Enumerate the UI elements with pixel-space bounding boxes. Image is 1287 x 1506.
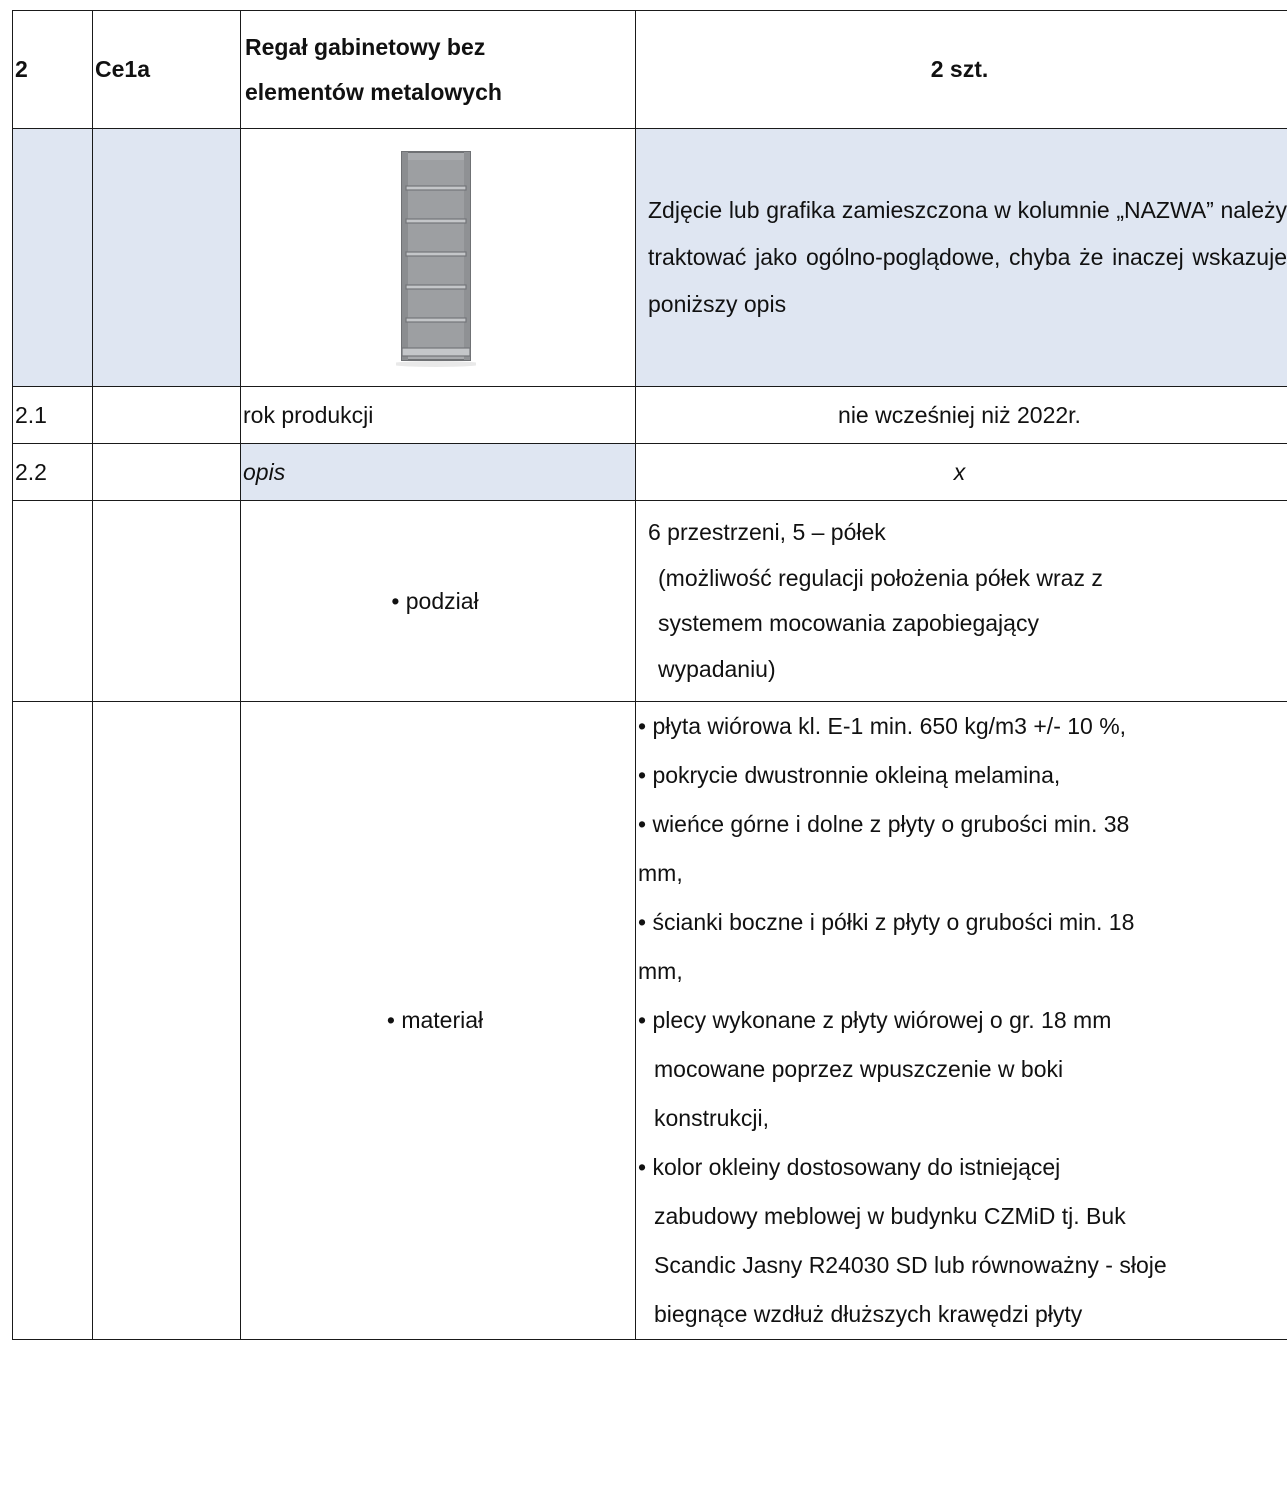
row-lp: 2.2 bbox=[13, 444, 93, 501]
material-line: konstrukcji, bbox=[654, 1105, 770, 1131]
material-line: • ścianki boczne i półki z płyty o grubości min. 18 bbox=[638, 909, 1135, 935]
material-line: • płyta wiórowa kl. E-1 min. 650 kg/m3 +/- 10 %, bbox=[638, 713, 1127, 739]
material-line: zabudowy meblowej w budynku CZMiD tj. Buk bbox=[654, 1203, 1126, 1229]
row-value: nie wcześniej niż 2022r. bbox=[636, 387, 1287, 444]
division-row bbox=[13, 501, 1287, 702]
table-row bbox=[13, 444, 1287, 501]
row-name: rok produkcji bbox=[241, 387, 636, 444]
material-line: Scandic Jasny R24030 SD lub równoważny - słoje bbox=[654, 1252, 1167, 1278]
division-label: • podział bbox=[241, 501, 636, 702]
division-line: 6 przestrzeni, 5 – półek bbox=[648, 519, 886, 545]
material-line: • kolor okleiny dostosowany do istniejącej bbox=[638, 1154, 1061, 1180]
row-code bbox=[93, 444, 241, 501]
row-lp bbox=[13, 501, 93, 702]
image-row bbox=[13, 129, 1287, 387]
division-line: wypadaniu) bbox=[658, 655, 776, 682]
division-description bbox=[636, 501, 1287, 702]
material-line: • pokrycie dwustronnie okleiną melamina, bbox=[638, 762, 1061, 788]
row-code bbox=[93, 387, 241, 444]
table-row bbox=[13, 387, 1287, 444]
material-line: mocowane poprzez wpuszczenie w boki bbox=[654, 1056, 1064, 1082]
division-line: systemem mocowania zapobiegający bbox=[658, 610, 1039, 636]
material-line: mm, bbox=[638, 860, 683, 886]
row-value: x bbox=[636, 444, 1287, 501]
row-lp bbox=[13, 702, 93, 1340]
item-code: Ce1a bbox=[93, 11, 241, 129]
product-image-cell bbox=[241, 129, 636, 387]
material-line: mm, bbox=[638, 958, 683, 984]
division-line: (możliwość regulacji położenia półek wraz z bbox=[658, 564, 1103, 591]
row-lp: 2.1 bbox=[13, 387, 93, 444]
material-row bbox=[13, 702, 1287, 1340]
material-label: • materiał bbox=[241, 702, 636, 1340]
item-quantity: 2 szt. bbox=[636, 11, 1287, 129]
material-description bbox=[636, 702, 1287, 1340]
image-row-code-cell bbox=[93, 129, 241, 387]
item-name-line2: elementów metalowych bbox=[245, 78, 502, 105]
material-line: biegnące wzdłuż dłuższych krawędzi płyty bbox=[654, 1301, 1083, 1327]
item-name bbox=[241, 11, 636, 129]
material-line: • wieńce górne i dolne z płyty o grubości min. 38 bbox=[638, 811, 1130, 837]
specification-table bbox=[12, 10, 1287, 1340]
material-line: • plecy wykonane z płyty wiórowej o gr. 18 mm bbox=[638, 1007, 1112, 1033]
item-number: 2 bbox=[13, 11, 93, 129]
header-row bbox=[13, 11, 1287, 129]
bookshelf-icon bbox=[396, 148, 476, 368]
illustration-note: Zdjęcie lub grafika zamieszczona w kolumnie „NAZWA” należy traktować jako ogólno-poglądowe, chyba że inaczej wskazuje poniższy opis bbox=[636, 129, 1287, 387]
row-code bbox=[93, 501, 241, 702]
item-name-line1: Regał gabinetowy bez bbox=[245, 33, 486, 60]
image-row-lp-cell bbox=[13, 129, 93, 387]
row-code bbox=[93, 702, 241, 1340]
row-name: opis bbox=[241, 444, 636, 501]
